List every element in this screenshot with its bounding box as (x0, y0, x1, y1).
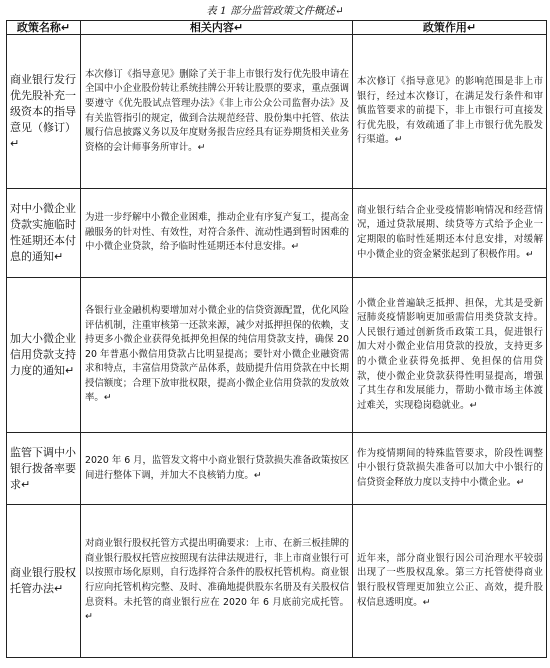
policy-name-cell: 监管下调中小银行拨备率要求↵ (7, 433, 81, 505)
table-row (7, 35, 547, 189)
table-row (7, 505, 547, 658)
policy-content-cell: 2020 年 6 月，监管发文将中小商业银行贷款损失准备政策按区间进行整体下调，并加大不良核销力度。↵ (81, 433, 353, 505)
header-related-content: 相关内容↵ (81, 21, 353, 35)
header-policy-name: 政策名称↵ (7, 21, 81, 35)
policy-effect-cell: 作为疫情期间的特殊监管要求，阶段性调整中小银行贷款损失准备可以加大中小银行的信贷资金释放力度以支持中小微企业。↵ (353, 433, 547, 505)
policy-effect-cell: 小微企业普遍缺乏抵押、担保，尤其是受新冠肺炎疫情影响更加亟需信用类贷款支持。人民银行通过创新货币政策工具，促进银行加大对小微企业信用贷款的投放，支持更多的小微企业获得免抵押、免担保的信用贷款，使小微企业贷款获得性明显提高，增强了其生存和发展能力，帮助小微市场主体渡过难关，实现稳岗稳就业。↵ (353, 278, 547, 433)
table-row (7, 278, 547, 433)
policy-name-cell: 商业银行股权托管办法↵ (7, 505, 81, 658)
policy-name-cell: 商业银行发行优先股补充一级资本的指导意见（修订）↵ (7, 35, 81, 189)
policy-content-cell: 各银行业金融机构要增加对小微企业的信贷资源配置，优化风险评估机制，注重审核第一还款来源，减少对抵押担保的依赖，支持更多小微企业获得免抵押免担保的纯信用贷款支持，确保 2020 年普惠小微信用贷款占比明显提高；要针对小微企业融资需求和特点，丰富信用贷款产品体系，鼓励提升信用贷款在中长期授信额度；合理下放审批权限，提高小微企业信用贷款的发放效率。↵ (81, 278, 353, 433)
policy-effect-cell: 商业银行结合企业受疫情影响情况和经营情况，通过贷款展期、续贷等方式给予企业一定期限的临时性延期还本付息安排，对缓解中小微企业的资金紧张起到了积极作用。↵ (353, 189, 547, 278)
header-policy-effect: 政策作用↵ (353, 21, 547, 35)
policy-effect-cell: 近年来，部分商业银行因公司治理水平较弱出现了一些股权乱象。第三方托管使得商业银行股权管理更加独立公正、高效，提升股权信息透明度。↵ (353, 505, 547, 658)
policy-content-cell: 本次修订《指导意见》删除了关于非上市银行发行优先股申请在全国中小企业股份转让系统挂牌公开转让股票的要求，重点强调要遵守《优先股试点管理办法》《非上市公众公司监督办法》及有关监管指引的规定，做到合法规范经营、股份集中托管、依法履行信息披露义务以及年度财务报告应经具有证券期货相关业务资格的会计师事务所审计。↵ (81, 35, 353, 189)
table-caption: 表 1 部分监管政策文件概述↵ (206, 5, 344, 17)
table-row (7, 433, 547, 505)
table-row (7, 189, 547, 278)
table-header-row (7, 21, 547, 35)
policy-content-cell: 为进一步纾解中小微企业困难，推动企业有序复产复工，提高金融服务的针对性、有效性，对符合条件、流动性遇到暂时困难的中小微企业贷款，给予临时性延期还本付息安排。↵ (81, 189, 353, 278)
policy-name-cell: 对中小微企业贷款实施临时性延期还本付息的通知↵ (7, 189, 81, 278)
policy-name-cell: 加大小微企业信用贷款支持力度的通知↵ (7, 278, 81, 433)
policy-content-cell: 对商业银行股权托管方式提出明确要求：上市、在新三板挂牌的商业银行股权托管应按照现有法律法规进行，非上市商业银行可以按照市场化原则，自行选择符合条件的股权托管机构。商业银行应向托管机构完整、及时、准确地提供股东名册及有关股权信息资料。未托管的商业银行应在 2020 年 6 月底前完成托管。↵ (81, 505, 353, 658)
policy-effect-cell: 本次修订《指导意见》的影响范围是非上市银行，经过本次修订，在满足发行条件和审慎监管要求的前提下，非上市银行可直接发行优先股，有效疏通了非上市银行优先股发行渠道。↵ (353, 35, 547, 189)
policy-table (6, 20, 547, 658)
